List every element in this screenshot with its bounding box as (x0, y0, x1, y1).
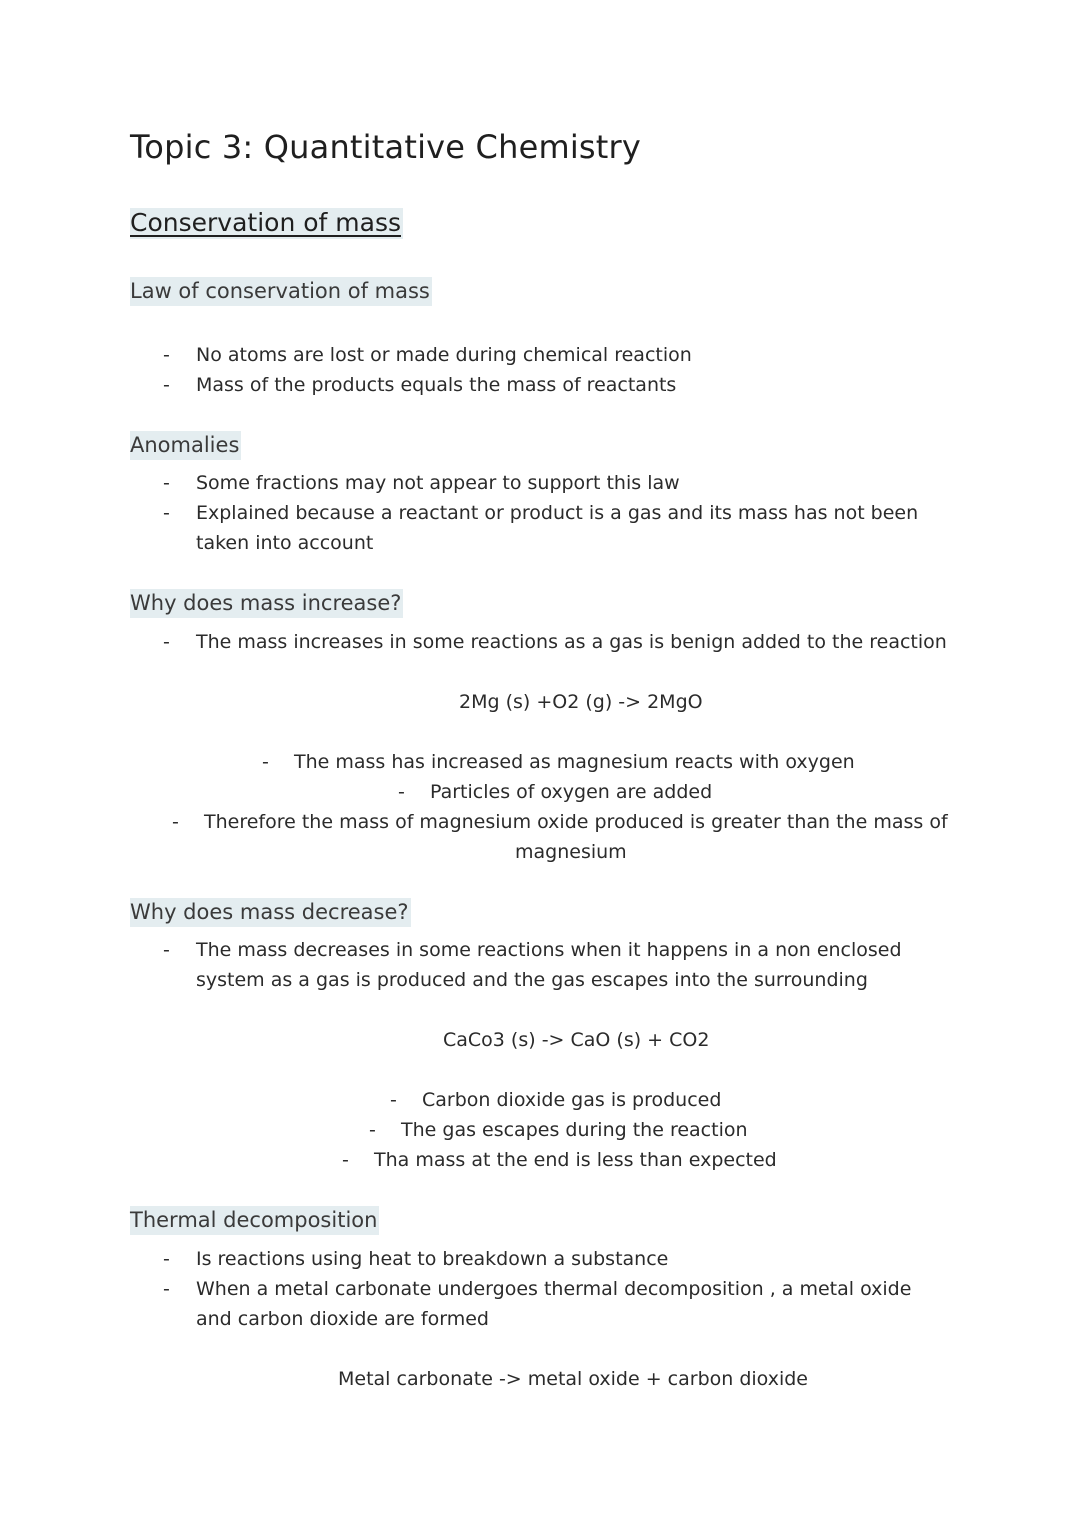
law-bullet-2: Mass of the products equals the mass of reactants (196, 374, 677, 396)
bullet-dash: - (163, 1278, 170, 1300)
heading-thermal: Thermal decomposition (130, 1206, 379, 1235)
increase-equation: 2Mg (s) +O2 (g) -> 2MgO (459, 691, 703, 713)
decrease-bullet-line-1: The mass decreases in some reactions when it happens in a non enclosed (196, 939, 902, 961)
decrease-note-2: The gas escapes during the reaction (401, 1119, 748, 1141)
anomalies-bullet-1: Some fractions may not appear to support this law (196, 472, 680, 494)
bullet-dash: - (398, 781, 405, 803)
bullet-dash: - (369, 1119, 376, 1141)
heading-law: Law of conservation of mass (130, 277, 432, 306)
bullet-dash: - (163, 1248, 170, 1270)
heading-increase: Why does mass increase? (130, 589, 403, 618)
increase-note-1: The mass has increased as magnesium reacts with oxygen (294, 751, 855, 773)
anomalies-bullet-2: Explained because a reactant or product is a gas and its mass has not been (196, 502, 919, 524)
decrease-equation: CaCo3 (s) -> CaO (s) + CO2 (443, 1029, 710, 1051)
decrease-bullet-line-2: system as a gas is produced and the gas escapes into the surrounding (196, 969, 868, 991)
bullet-dash: - (163, 344, 170, 366)
bullet-dash: - (163, 631, 170, 653)
law-bullet-1: No atoms are lost or made during chemical reaction (196, 344, 692, 366)
thermal-bullet-2-cont: and carbon dioxide are formed (196, 1308, 489, 1330)
heading-decrease: Why does mass decrease? (130, 898, 411, 927)
heading-anomalies: Anomalies (130, 431, 241, 460)
bullet-dash: - (262, 751, 269, 773)
bullet-dash: - (163, 472, 170, 494)
thermal-equation: Metal carbonate -> metal oxide + carbon dioxide (338, 1368, 808, 1390)
bullet-dash: - (163, 939, 170, 961)
bullet-dash: - (163, 502, 170, 524)
section-heading-conservation: Conservation of mass (130, 208, 401, 237)
increase-note-3: Therefore the mass of magnesium oxide produced is greater than the mass of (204, 811, 948, 833)
increase-bullet: The mass increases in some reactions as a gas is benign added to the reaction (196, 631, 947, 653)
anomalies-bullet-2-cont: taken into account (196, 532, 374, 554)
bullet-dash: - (342, 1149, 349, 1171)
decrease-note-1: Carbon dioxide gas is produced (422, 1089, 722, 1111)
page-title: Topic 3: Quantitative Chemistry (130, 128, 642, 166)
bullet-dash: - (163, 374, 170, 396)
thermal-bullet-1: Is reactions using heat to breakdown a substance (196, 1248, 669, 1270)
decrease-note-3: Tha mass at the end is less than expected (374, 1149, 777, 1171)
increase-note-3-cont: magnesium (515, 841, 627, 863)
bullet-dash: - (390, 1089, 397, 1111)
increase-note-2: Particles of oxygen are added (430, 781, 713, 803)
bullet-dash: - (172, 811, 179, 833)
thermal-bullet-2: When a metal carbonate undergoes thermal decomposition , a metal oxide (196, 1278, 912, 1300)
